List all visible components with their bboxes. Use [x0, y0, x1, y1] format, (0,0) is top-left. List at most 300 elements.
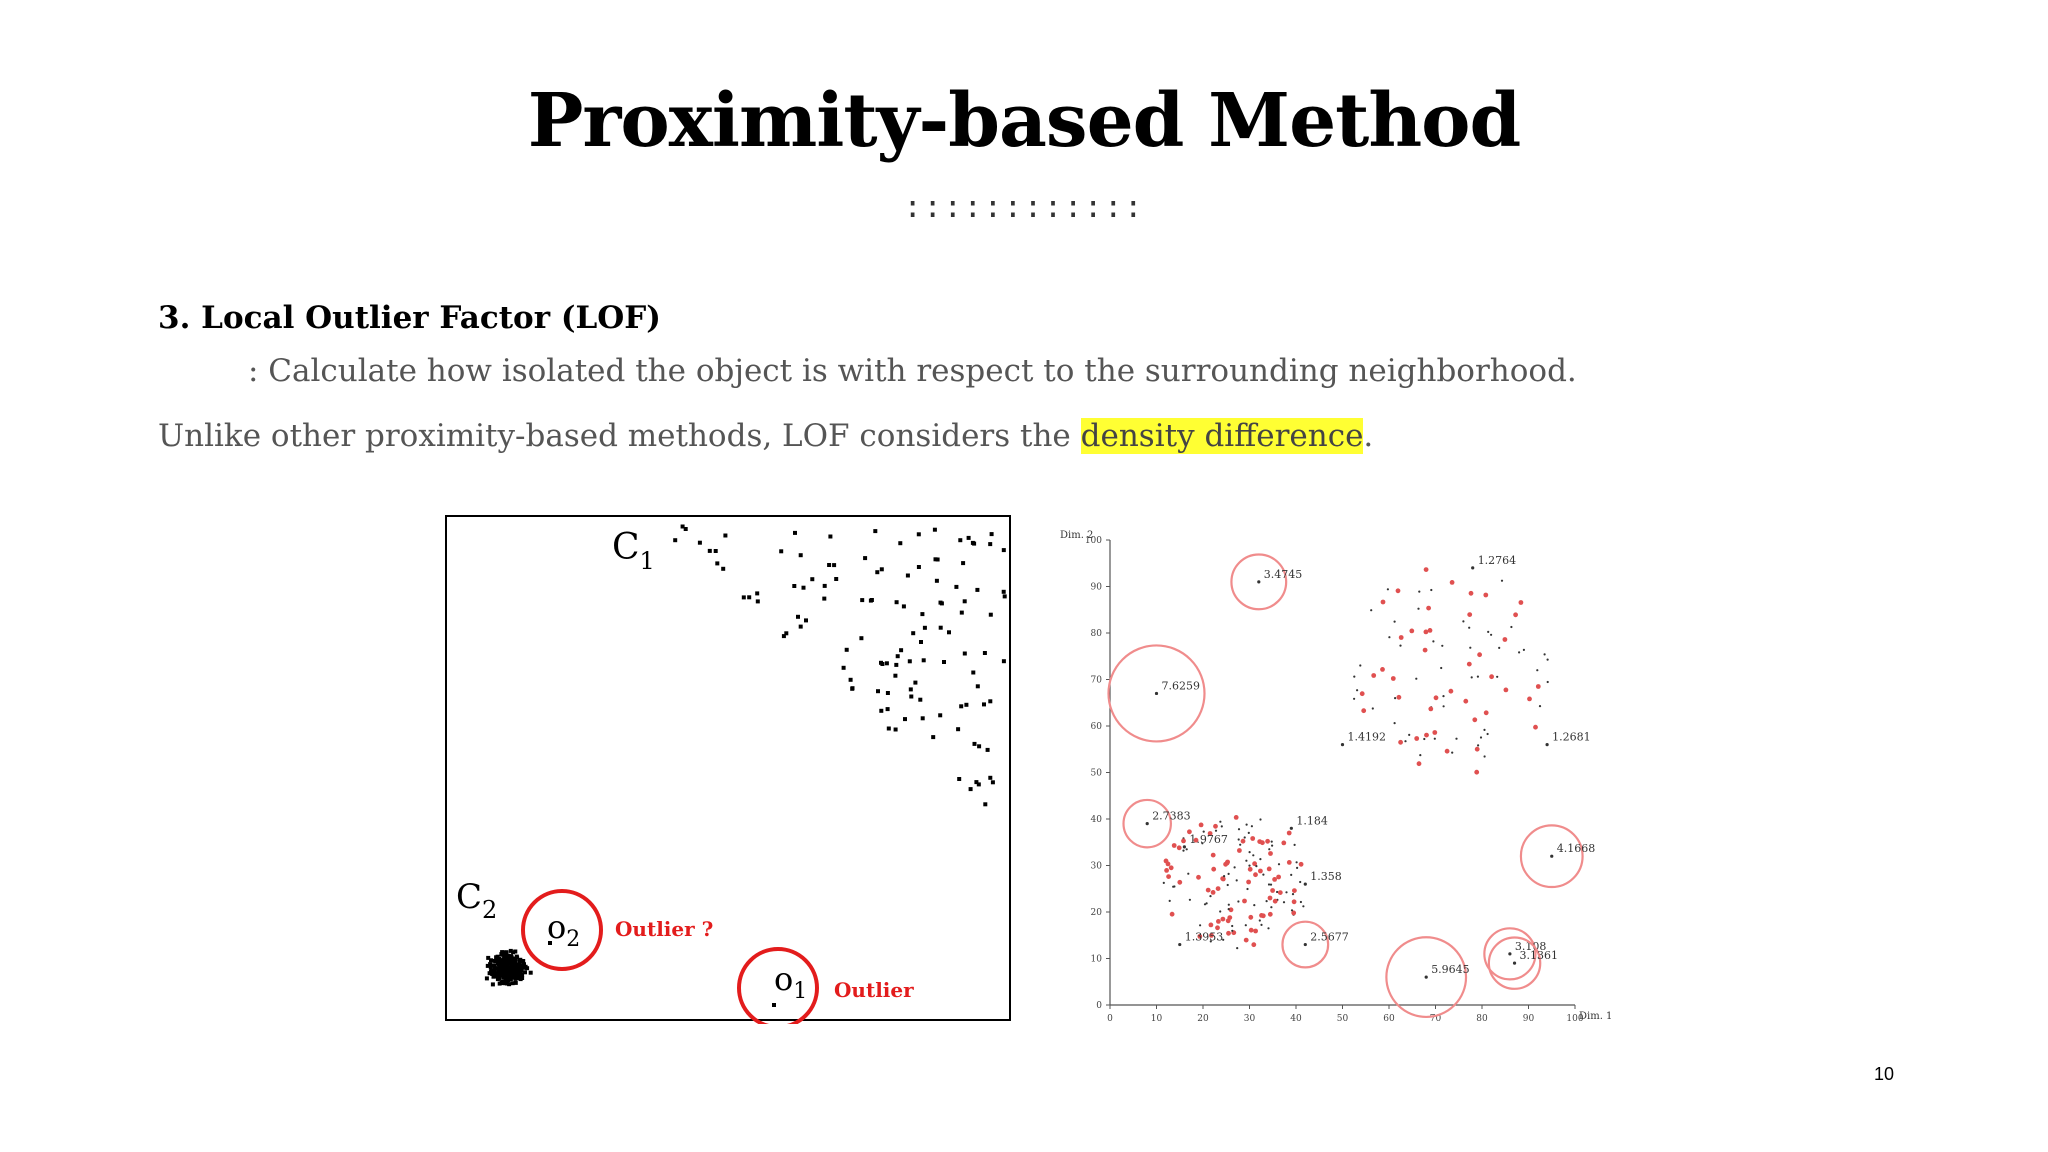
c1-point	[935, 579, 939, 583]
definition-text: : Calculate how isolated the object is with respect to the surrounding neighborhood.	[248, 353, 1577, 389]
chart-point	[1249, 928, 1254, 933]
y-tick-label: 20	[1090, 908, 1102, 918]
c1-point	[886, 691, 890, 695]
c1-point	[810, 577, 814, 581]
chart-point	[1536, 669, 1538, 671]
c1-point	[991, 780, 995, 784]
chart-point	[1518, 651, 1520, 653]
chart-point	[1268, 912, 1273, 917]
o1-point	[772, 1003, 776, 1007]
chart-point	[1399, 645, 1401, 647]
chart-point	[1415, 678, 1417, 680]
c1-point	[742, 595, 746, 599]
c1-point	[851, 686, 855, 690]
chart-point	[1251, 825, 1253, 827]
c2-point	[498, 959, 502, 963]
chart-point	[1164, 868, 1169, 873]
c1-point	[931, 735, 935, 739]
y-tick-label: 30	[1090, 861, 1102, 872]
c1-point	[1002, 548, 1006, 552]
chart-point	[1248, 832, 1250, 834]
chart-point	[1450, 580, 1455, 585]
annotated-point	[1155, 692, 1158, 695]
y-axis-label: Dim. 2	[1060, 530, 1094, 541]
annotated-point	[1341, 743, 1344, 746]
c1-point	[957, 777, 961, 781]
lof-score-label: 3.1361	[1519, 949, 1559, 963]
annotated-point	[1425, 976, 1428, 979]
density-note-end: .	[1363, 418, 1374, 454]
o1-subscript: 1	[793, 979, 808, 1004]
chart-point	[1471, 676, 1473, 678]
chart-point	[1387, 588, 1389, 590]
c2-point	[524, 965, 528, 969]
c1-point	[982, 702, 986, 706]
c1-point	[698, 541, 702, 545]
c1-point	[990, 532, 994, 536]
chart-point	[1483, 729, 1485, 731]
chart-point	[1544, 653, 1546, 655]
chart-point	[1270, 884, 1272, 886]
c1-point	[983, 651, 987, 655]
chart-point	[1490, 634, 1492, 636]
chart-point	[1252, 854, 1254, 856]
chart-point	[1209, 895, 1211, 897]
c1-point	[921, 716, 925, 720]
c1-point	[782, 634, 786, 638]
y-tick-label: 10	[1090, 954, 1102, 965]
chart-point	[1261, 913, 1266, 918]
chart-point	[1434, 695, 1439, 700]
c2-point	[505, 965, 509, 969]
c1-point	[923, 626, 927, 630]
c1-point	[899, 648, 903, 652]
chart-point	[1226, 918, 1231, 923]
chart-point	[1215, 925, 1220, 930]
chart-point	[1432, 730, 1437, 735]
c1-point	[973, 742, 977, 746]
c1-point	[896, 654, 900, 658]
c1-point	[879, 661, 883, 665]
chart-point	[1285, 891, 1287, 893]
c2-point	[514, 971, 518, 975]
x-tick-label: 20	[1197, 1014, 1209, 1024]
chart-point	[1227, 884, 1229, 886]
chart-point	[1539, 705, 1541, 707]
o2-letter: o	[547, 908, 567, 946]
c1-point	[673, 538, 677, 542]
c1-point	[747, 595, 751, 599]
c2-point	[500, 974, 504, 978]
c2-point	[498, 969, 502, 973]
c1-point	[876, 689, 880, 693]
chart-point	[1268, 851, 1273, 856]
c1-point	[715, 561, 719, 565]
annotated-point	[1550, 855, 1553, 858]
x-tick-label: 90	[1522, 1014, 1535, 1024]
c2-point	[518, 967, 522, 971]
chart-point	[1262, 874, 1264, 876]
y-tick-label: 0	[1096, 1001, 1102, 1011]
c1-point	[913, 681, 917, 685]
chart-point	[1474, 770, 1479, 775]
chart-point	[1467, 662, 1472, 667]
chart-point	[1278, 863, 1280, 865]
chart-point	[1441, 645, 1443, 647]
c2-point	[502, 960, 506, 964]
chart-point	[1228, 904, 1230, 906]
chart-point	[1245, 924, 1247, 926]
annotated-point	[1471, 566, 1474, 569]
c2-point	[502, 954, 506, 958]
chart-point	[1527, 697, 1532, 702]
c1-point	[963, 652, 967, 656]
chart-point	[1472, 717, 1477, 722]
chart-point	[1211, 890, 1216, 895]
chart-point	[1166, 874, 1171, 879]
chart-point	[1173, 885, 1175, 887]
chart-point	[1213, 824, 1218, 829]
o2-annotation: Outlier ?	[615, 917, 714, 941]
chart-point	[1292, 893, 1294, 895]
c2-letter: C	[456, 877, 483, 917]
chart-point	[1477, 744, 1479, 746]
c2-point	[505, 982, 509, 986]
y-tick-label: 60	[1090, 722, 1102, 732]
chart-point	[1211, 867, 1216, 872]
chart-point	[1475, 747, 1480, 752]
chart-annotations	[1109, 554, 1596, 1017]
chart-point	[1215, 830, 1217, 832]
density-note-start: Unlike other proximity-based methods, LOF considers the	[158, 418, 1081, 454]
c2-point	[510, 963, 514, 967]
chart-point	[1432, 640, 1434, 642]
chart-point	[1442, 695, 1444, 697]
c1-point	[842, 666, 846, 670]
chart-point	[1423, 738, 1425, 740]
c1-point	[721, 567, 725, 571]
c2-point	[485, 976, 489, 980]
c1-point	[971, 541, 975, 545]
chart-point	[1219, 910, 1221, 912]
lof-score-label: 7.6259	[1161, 679, 1200, 693]
c2-point	[508, 974, 512, 978]
chart-point	[1281, 841, 1286, 846]
chart-point	[1238, 828, 1240, 830]
lof-score-label: 1.3953	[1184, 930, 1224, 944]
c1-point	[870, 598, 874, 602]
c2-point	[529, 971, 533, 975]
chart-point	[1496, 676, 1498, 678]
x-tick-label: 80	[1476, 1014, 1488, 1024]
c1-point	[936, 558, 940, 562]
chart-point	[1251, 942, 1256, 947]
chart-point	[1164, 859, 1169, 864]
chart-point	[1397, 695, 1402, 700]
c1-point	[911, 631, 915, 635]
chart-point	[1267, 927, 1269, 929]
chart-point	[1430, 589, 1432, 591]
lof-score-label: 1.9767	[1189, 832, 1228, 846]
x-tick-label: 10	[1150, 1014, 1163, 1024]
chart-point	[1426, 606, 1431, 611]
chart-point	[1353, 676, 1355, 678]
c1-point	[971, 671, 975, 675]
slide-title: Proximity-based Method	[527, 78, 1521, 164]
chart-point	[1394, 697, 1396, 699]
chart-point	[1299, 862, 1304, 867]
chart-point	[1394, 621, 1396, 623]
chart-point	[1209, 923, 1214, 928]
chart-point	[1428, 707, 1433, 712]
chart-point	[1221, 825, 1223, 827]
c1-point	[974, 780, 978, 784]
chart-point	[1259, 919, 1261, 921]
chart-point	[1396, 588, 1401, 593]
chart-point	[1547, 659, 1549, 661]
chart-point	[1300, 901, 1302, 903]
c1-point	[918, 698, 922, 702]
c1-point	[922, 658, 926, 662]
chart-point	[1424, 630, 1429, 635]
chart-point	[1463, 699, 1468, 704]
c1-point	[908, 659, 912, 663]
chart-point	[1296, 867, 1298, 869]
chart-point	[1469, 647, 1471, 649]
chart-point	[1169, 900, 1171, 902]
c1-point	[779, 549, 783, 553]
chart-point	[1391, 676, 1396, 681]
highlighted-term: density difference	[1080, 418, 1364, 454]
chart-point	[1248, 915, 1253, 920]
chart-point	[1253, 929, 1258, 934]
chart-point	[1246, 824, 1248, 826]
c1-point	[917, 565, 921, 569]
c1-point	[988, 776, 992, 780]
c1-point	[860, 598, 864, 602]
c2-point	[498, 982, 502, 986]
chart-point	[1206, 902, 1208, 904]
chart-point	[1419, 754, 1421, 756]
chart-point	[1199, 823, 1204, 828]
chart-point	[1434, 738, 1436, 740]
chart-point	[1361, 708, 1366, 713]
lof-score-label: 1.2681	[1552, 730, 1591, 744]
chart-point	[1424, 733, 1429, 738]
c1-point	[958, 538, 962, 542]
chart-point	[1462, 620, 1464, 622]
chart-point	[1283, 901, 1285, 903]
chart-point	[1417, 608, 1419, 610]
chart-point	[1270, 906, 1272, 908]
page-number: 10	[1874, 1064, 1895, 1084]
chart-point	[1292, 888, 1297, 893]
chart-point	[1451, 752, 1453, 754]
chart-point	[1404, 740, 1406, 742]
c1-point	[977, 744, 981, 748]
chart-point	[1268, 848, 1270, 850]
chart-point	[1455, 738, 1457, 740]
x-tick-label: 30	[1243, 1014, 1256, 1024]
chart-point	[1449, 689, 1454, 694]
chart-point	[1484, 755, 1486, 757]
chart-point	[1223, 875, 1225, 877]
chart-point	[1271, 841, 1273, 843]
chart-point	[1302, 905, 1304, 907]
chart-point	[1225, 861, 1230, 866]
c1-point	[879, 709, 883, 713]
chart-point	[1536, 684, 1541, 689]
chart-point	[1219, 821, 1221, 823]
chart-point	[1248, 867, 1253, 872]
annotated-point	[1290, 827, 1293, 830]
chart-point	[1371, 673, 1376, 678]
chart-point	[1399, 635, 1404, 640]
c1-letter: C	[612, 527, 640, 568]
c1-point	[893, 674, 897, 678]
lof-score-label: 2.5677	[1310, 930, 1349, 944]
chart-point	[1236, 947, 1238, 949]
c1-point	[989, 613, 993, 617]
c1-point	[938, 713, 942, 717]
c1-point	[983, 802, 987, 806]
chart-point	[1237, 900, 1239, 902]
chart-point	[1246, 880, 1251, 885]
chart-point	[1501, 580, 1503, 582]
annotated-point	[1513, 962, 1516, 965]
c2-point	[492, 969, 496, 973]
chart-point	[1296, 861, 1298, 863]
c1-point	[723, 534, 727, 538]
c1-point	[822, 597, 826, 601]
c2-point	[486, 956, 490, 960]
chart-point	[1468, 627, 1470, 629]
chart-point	[1234, 815, 1239, 820]
chart-point	[1291, 909, 1293, 911]
chart-point	[1278, 890, 1283, 895]
chart-point	[1440, 667, 1442, 669]
chart-point	[1260, 840, 1265, 845]
chart-point	[1216, 919, 1221, 924]
chart-point	[1398, 740, 1403, 745]
y-tick-label: 50	[1090, 768, 1102, 779]
chart-point	[1408, 734, 1410, 736]
y-tick-label: 40	[1090, 815, 1102, 825]
y-tick-label: 100	[1084, 536, 1102, 546]
c1-subscript: 1	[639, 547, 655, 575]
chart-point	[1388, 636, 1390, 638]
chart-point	[1268, 883, 1270, 885]
chart-point	[1353, 698, 1355, 700]
chart-point	[1409, 629, 1414, 634]
c1-point	[909, 695, 913, 699]
chart-point	[1221, 917, 1226, 922]
chart-point	[1519, 600, 1524, 605]
c1-point	[909, 687, 913, 691]
chart-point	[1276, 891, 1278, 893]
lof-score-label: 1.358	[1310, 870, 1342, 884]
c1-point	[956, 727, 960, 731]
c1-point	[959, 704, 963, 708]
chart-point	[1242, 899, 1247, 904]
chart-point	[1250, 836, 1255, 841]
chart-point	[1359, 664, 1361, 666]
y-tick-label: 90	[1090, 582, 1102, 593]
chart-point	[1163, 882, 1165, 884]
chart-point	[1234, 866, 1236, 868]
c1-point	[796, 615, 800, 619]
x-tick-label: 100	[1566, 1014, 1584, 1024]
c1-point	[917, 532, 921, 536]
annotated-point	[1183, 845, 1186, 848]
chart-point	[1394, 722, 1396, 724]
chart-point	[1445, 749, 1450, 754]
chart-point	[1182, 850, 1184, 852]
c1-point	[859, 636, 863, 640]
chart-point	[1245, 860, 1247, 862]
chart-point	[1370, 609, 1372, 611]
chart-point	[1249, 851, 1251, 853]
chart-point	[1236, 879, 1238, 881]
chart-point	[1290, 874, 1292, 876]
c1-point	[804, 618, 808, 622]
c1-point	[887, 727, 891, 731]
lof-score-label: 1.2764	[1477, 553, 1517, 567]
c1-point	[1003, 594, 1007, 598]
chart-point	[1504, 688, 1509, 693]
chart-point	[1477, 652, 1482, 657]
annotated-point	[1508, 952, 1511, 955]
annotated-point	[1257, 580, 1260, 583]
chart-point	[1414, 736, 1419, 741]
chart-point	[1228, 908, 1230, 910]
x-tick-label: 60	[1383, 1014, 1395, 1024]
c1-point	[714, 549, 718, 553]
c2-subscript: 2	[482, 896, 498, 924]
c1-point	[920, 612, 924, 616]
lof-score-label: 2.7383	[1152, 809, 1191, 823]
chart-point	[1253, 904, 1255, 906]
c1-point	[1002, 590, 1006, 594]
c1-point	[960, 611, 964, 615]
chart-point	[1267, 867, 1272, 872]
c1-point	[939, 601, 943, 605]
c2-point	[509, 958, 513, 962]
lof-score-label: 5.9645	[1431, 963, 1470, 977]
annotated-point	[1146, 822, 1149, 825]
chart-point	[1417, 761, 1422, 766]
chart-point	[1260, 924, 1262, 926]
chart-point	[1276, 875, 1281, 880]
c1-point	[799, 553, 803, 557]
c1-point	[964, 703, 968, 707]
c1-point	[832, 563, 836, 567]
c1-point	[933, 528, 937, 532]
c1-point	[939, 626, 943, 630]
chart-point	[1244, 836, 1246, 838]
chart-point	[1246, 888, 1248, 890]
chart-point	[1231, 930, 1233, 932]
chart-point	[1523, 649, 1525, 651]
chart-point	[1270, 888, 1275, 893]
chart-point	[1211, 853, 1216, 858]
chart-point	[1356, 689, 1358, 691]
c1-point	[828, 535, 832, 539]
chart-point	[1299, 881, 1301, 883]
chart-point	[1237, 848, 1242, 853]
c2-point	[494, 959, 498, 963]
chart-point	[1503, 637, 1508, 642]
